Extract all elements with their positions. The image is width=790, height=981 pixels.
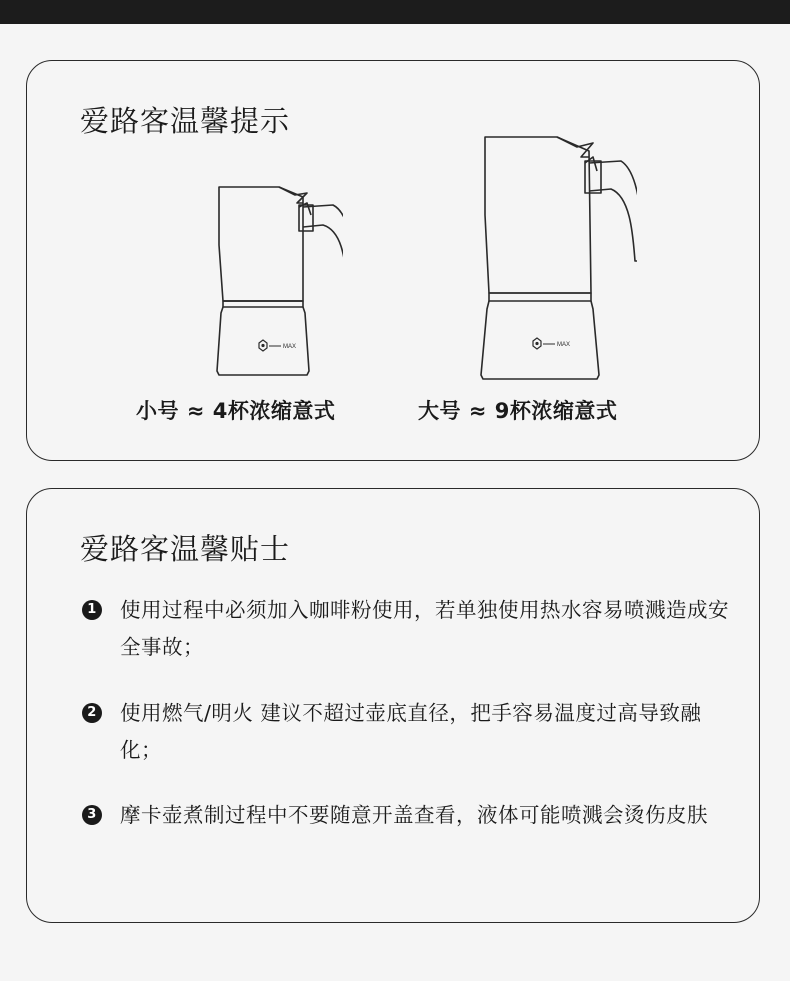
- large-size-caption: 大号 ≈ 9杯浓缩意式: [418, 399, 618, 423]
- tips-card: [26, 60, 760, 461]
- note-item: [82, 695, 742, 769]
- small-size-caption: 小号 ≈ 4杯浓缩意式: [136, 399, 336, 423]
- large-max-label: MAX: [557, 342, 571, 348]
- small-moka-pot-illustration: [183, 185, 343, 381]
- notes-title: 爱路客温馨贴士: [80, 532, 291, 566]
- note-item: [82, 592, 742, 666]
- small-max-valve-icon: [259, 340, 281, 351]
- top-bar: [0, 0, 790, 24]
- number-badge-icon: 2: [82, 703, 102, 723]
- note-text: 使用过程中必须加入咖啡粉使用，若单独使用热水容易喷溅造成安全事故；: [120, 598, 729, 659]
- note-text: 使用燃气/明火 建议不超过壶底直径，把手容易温度过高导致融化；: [120, 701, 702, 762]
- small-max-label: MAX: [283, 344, 297, 350]
- number-badge-icon: 3: [82, 805, 102, 825]
- notes-card: [26, 488, 760, 923]
- large-moka-pot-illustration: [447, 135, 637, 383]
- note-item: [82, 797, 742, 834]
- note-text: 摩卡壶煮制过程中不要随意开盖查看，液体可能喷溅会烫伤皮肤: [120, 803, 708, 827]
- tips-title: 爱路客温馨提示: [80, 104, 291, 138]
- large-max-valve-icon: [533, 338, 555, 349]
- number-badge-icon: 1: [82, 600, 102, 620]
